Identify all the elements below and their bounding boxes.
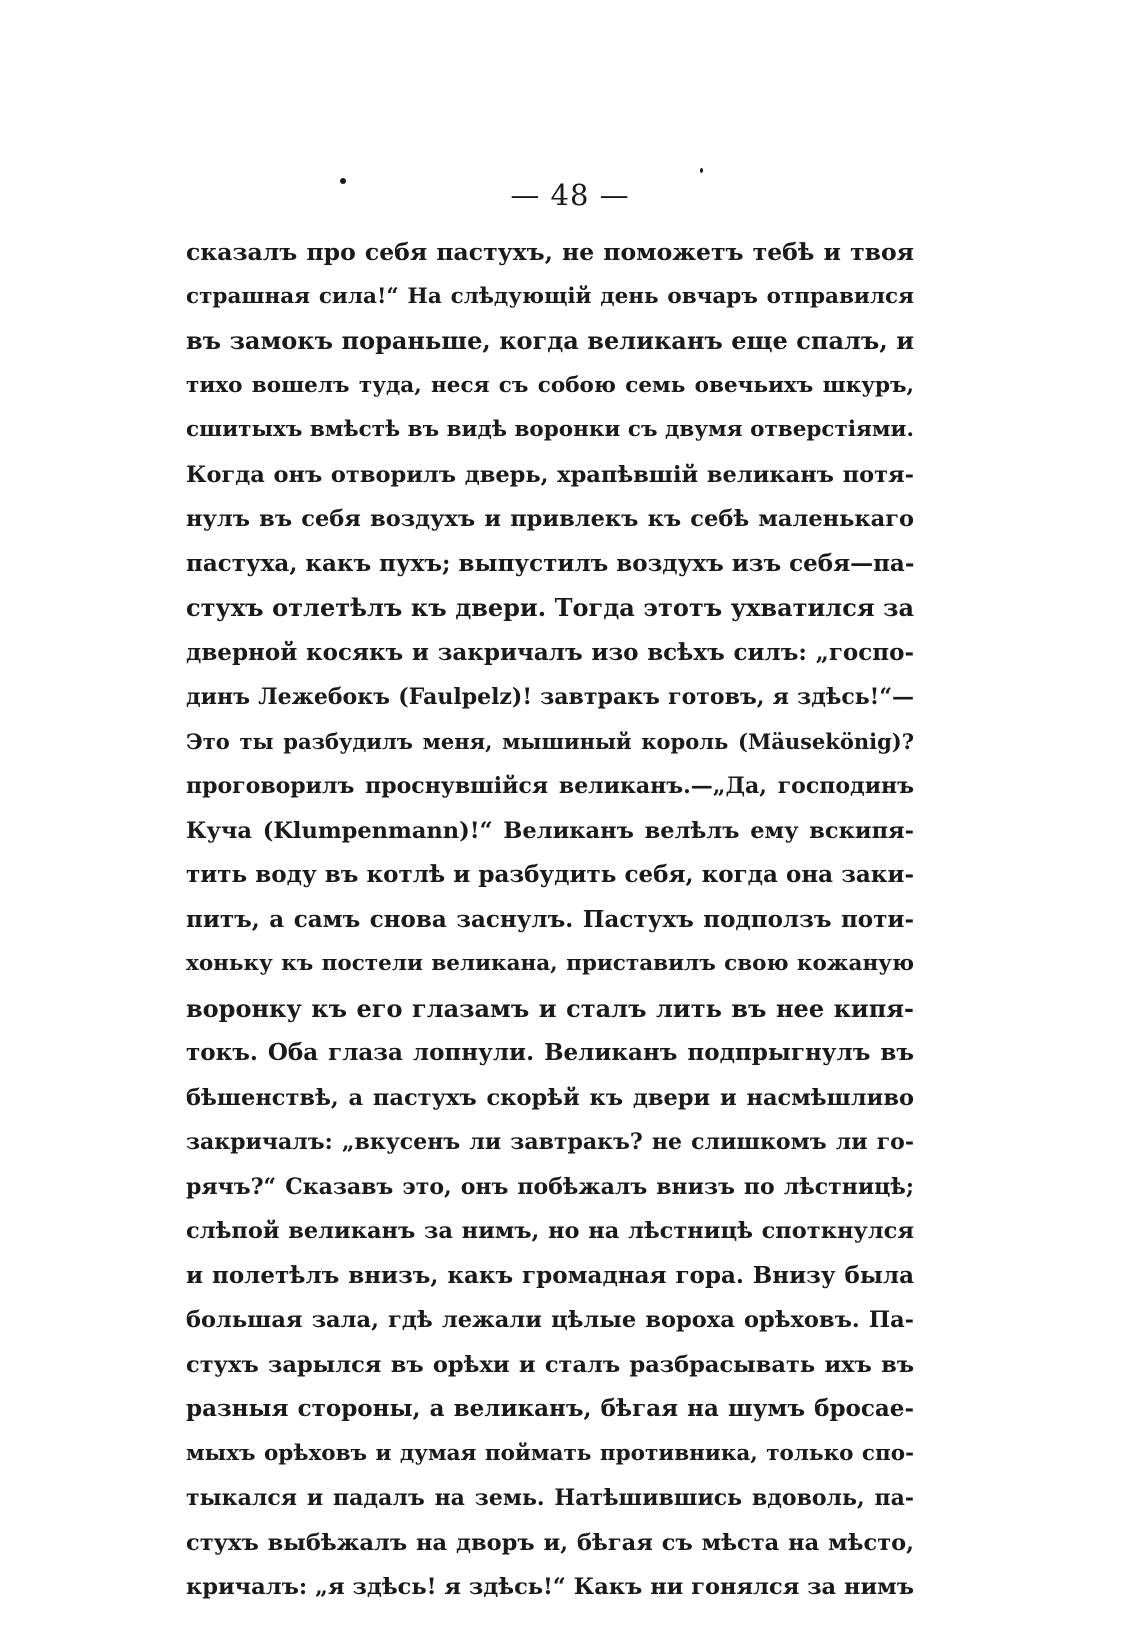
text-line: большая зала, гдѣ лежали цѣлые вороха орѣховъ. Па- bbox=[186, 1307, 914, 1333]
text-line: тить воду въ котлѣ и разбудить себя, когда она заки- bbox=[186, 861, 914, 888]
text-line: Когда онъ отворилъ дверь, храпѣвшій великанъ потя- bbox=[186, 461, 914, 488]
text-line: Это ты разбудилъ меня, мышиный король (Mäusekönig)? bbox=[186, 728, 914, 754]
text-line: тыкался и падалъ на земь. Натѣшившись вдоволь, па- bbox=[186, 1485, 914, 1511]
text-line: проговорилъ проснувшійся великанъ.—„Да, господинъ bbox=[186, 773, 914, 799]
text-line: мыхъ орѣховъ и думая поймать противника, только спо- bbox=[186, 1440, 914, 1466]
text-line: питъ, а самъ снова заснулъ. Пастухъ подползъ поти- bbox=[186, 905, 914, 933]
text-line: нулъ въ себя воздухъ и привлекъ къ себѣ маленькаго bbox=[186, 506, 914, 532]
text-line: Куча (Klumpenmann)!“ Великанъ велѣлъ ему вскипя- bbox=[186, 817, 914, 844]
text-line: хоньку къ постели великана, приставилъ свою кожаную bbox=[186, 951, 914, 976]
text-line: сшитыхъ вмѣстѣ въ видѣ воронки съ двумя отверстіями. bbox=[186, 417, 914, 442]
text-line: страшная сила!“ На слѣдующій день овчаръ отправился bbox=[186, 283, 914, 309]
text-line: сказалъ про себя пастухъ, не поможетъ тебѣ и твоя bbox=[186, 238, 914, 266]
text-line: и полетѣлъ внизъ, какъ громадная гора. Внизу была bbox=[186, 1261, 914, 1289]
text-line: стухъ выбѣжалъ на дворъ и, бѣгая съ мѣста на мѣсто, bbox=[186, 1529, 914, 1556]
text-line: закричалъ: „вкусенъ ли завтракъ? не слишкомъ ли го- bbox=[186, 1129, 914, 1155]
print-speck bbox=[700, 168, 703, 173]
text-line: бѣшенствѣ, а пастухъ скорѣй къ двери и насмѣшливо bbox=[186, 1084, 914, 1111]
text-line: кричалъ: „я здѣсь! я здѣсь!“ Какъ ни гонялся за нимъ bbox=[186, 1574, 914, 1600]
text-line: тихо вошелъ туда, неся съ собою семь овечьихъ шкуръ, bbox=[186, 372, 914, 398]
text-line: слѣпой великанъ за нимъ, но на лѣстницѣ споткнулся bbox=[186, 1218, 914, 1244]
text-line: въ замокъ пораньше, когда великанъ еще спалъ, и bbox=[186, 326, 914, 355]
text-line: пастуха, какъ пухъ; выпустилъ воздухъ изъ себя—па- bbox=[186, 549, 915, 577]
page-number: — 48 — bbox=[510, 178, 630, 212]
text-line: динъ Лежебокъ (Faulpelz)! завтракъ готовъ, я здѣсь!“— bbox=[186, 684, 914, 710]
body-text bbox=[186, 230, 914, 1610]
text-line: рячъ?“ Сказавъ это, онъ побѣжалъ внизъ по лѣстницѣ; bbox=[186, 1173, 914, 1200]
text-line: стухъ зарылся въ орѣхи и сталъ разбрасывать ихъ въ bbox=[186, 1351, 914, 1378]
text-line: дверной косякъ и закричалъ изо всѣхъ силъ: „госпо- bbox=[186, 638, 914, 666]
text-line: стухъ отлетѣлъ къ двери. Тогда этотъ ухватился за bbox=[186, 593, 914, 622]
text-line: токъ. Оба глаза лопнули. Великанъ подпрыгнулъ въ bbox=[186, 1039, 914, 1066]
text-line: воронку къ его глазамъ и сталъ лить въ нее кипя- bbox=[186, 993, 914, 1023]
text-line: разныя стороны, а великанъ, бѣгая на шумъ бросае- bbox=[186, 1395, 914, 1422]
